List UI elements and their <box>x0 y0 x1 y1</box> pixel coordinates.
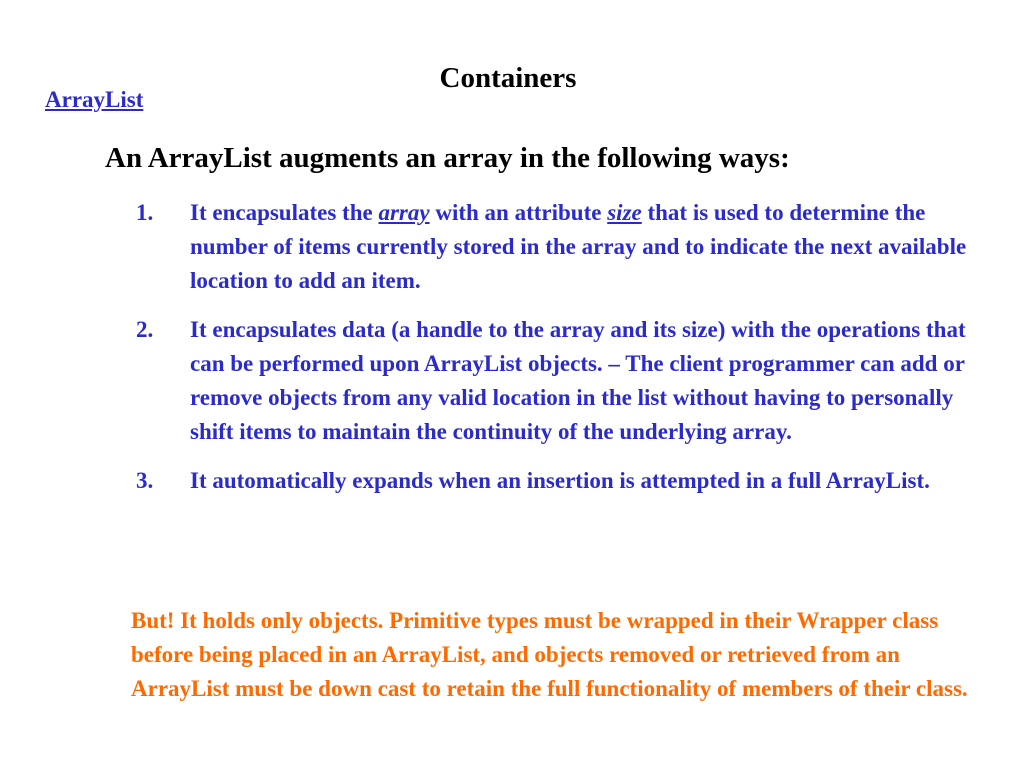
list-item <box>136 196 986 298</box>
list-item-text: It automatically expands when an insertion is attempted in a full ArrayList. <box>190 468 930 493</box>
list-number: 3. <box>136 468 154 493</box>
list-item-text <box>190 200 966 293</box>
list-item <box>136 313 986 449</box>
text-segment: with an attribute <box>429 200 608 225</box>
text-segment: that is used to determine the number of items currently stored in the array and to indicate the next available location to add an item. <box>190 200 967 293</box>
list-number: 1. <box>136 200 154 225</box>
intro-heading: An ArrayList augments an array in the following ways: <box>105 142 790 174</box>
array-term: array <box>378 200 430 225</box>
size-term: size <box>607 200 642 225</box>
list-item <box>136 464 986 498</box>
arraylist-link[interactable]: ArrayList <box>45 87 144 112</box>
slide-title: Containers <box>439 62 577 94</box>
text-segment: It encapsulates the <box>190 200 379 225</box>
list-item-text: It encapsulates data (a handle to the array and its size) with the operations that can be performed upon ArrayList objects. – The client programmer can add or remove objects from any valid location in the list without having to personally shift items to maintain the continuity of the underlying array. <box>190 317 966 444</box>
warning-note: But! It holds only objects. Primitive types must be wrapped in their Wrapper class before being placed in an ArrayList, and objects removed or retrieved from an ArrayList must be down cast to retain the full functionality of members of their class. <box>131 608 968 701</box>
list-number: 2. <box>136 317 154 342</box>
points-list <box>136 196 986 513</box>
